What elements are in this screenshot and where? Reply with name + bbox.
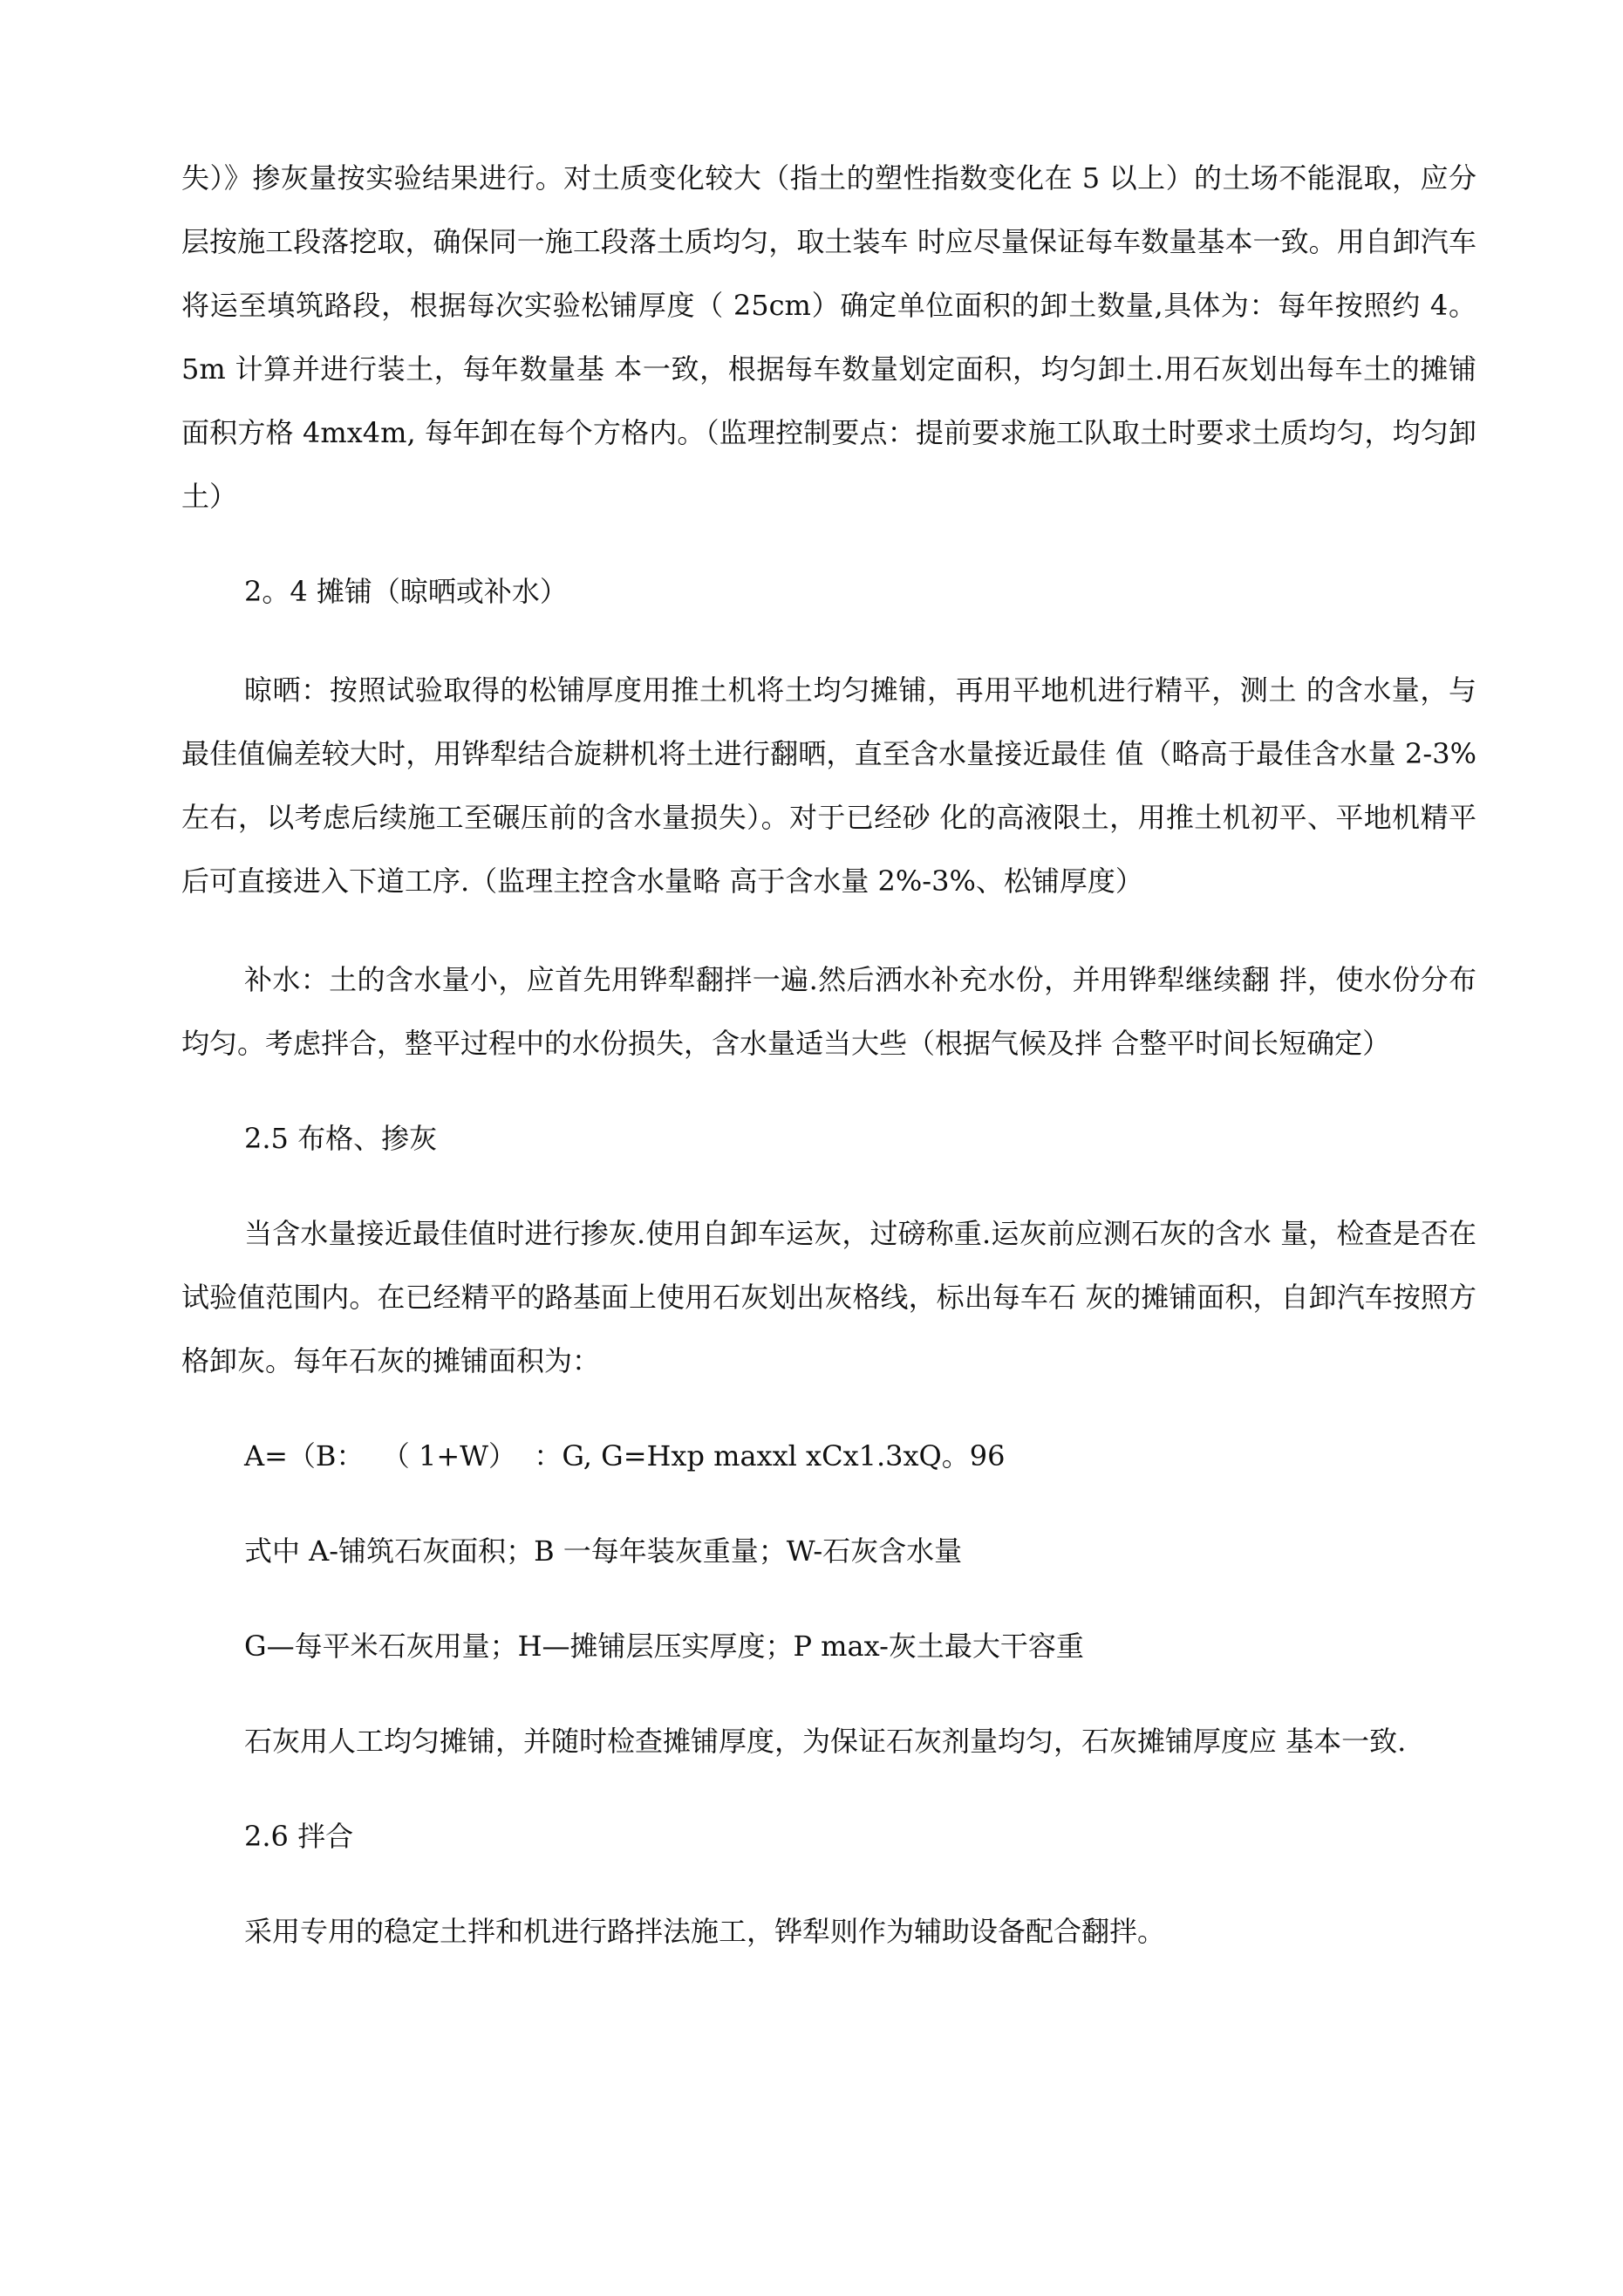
heading-2-5: 2.5 布格、掺灰 [244,1122,438,1155]
spacer [181,1583,1476,1615]
paragraph-lime-spreading: 石灰用人工均匀摊铺，并随时检查摊铺厚度，为保证石灰剂量均匀，石灰摊铺厚度应 基本一致. [244,1725,1407,1758]
formula-definition-1: 式中 A-铺筑石灰面积；B 一每年装灰重量；W-石灰含水量 [244,1534,963,1568]
spacer [181,1171,1476,1202]
spacer [181,529,1476,560]
paragraph-lime-mixing: 当含水量接近最佳值时进行掺灰.使用自卸车运灰，过磅称重.运灰前应测石灰的含水 量，检查是否在试验值范围内。在已经精平的路基面上使用石灰划出灰格线，标出每车石 灰的摊铺面积，自卸汽车按照方格卸灰。每年石灰的摊铺面积为： [181,1217,1476,1377]
spacer [181,1773,1476,1805]
formula-line: A=（B： （ 1+W） ：G, G=Hxp maxxl xCx1.3xQ。96 [244,1439,1006,1473]
heading-2-6: 2.6 拌合 [244,1820,354,1853]
paragraph-drying: 晾晒：按照试验取得的松铺厚度用推土机将土均匀摊铺，再用平地机进行精平，测土 的含水量，与最佳值偏差较大时，用铧犁结合旋耕机将土进行翻晒，直至含水量接近最佳 值（略高于最佳含水量 2-3%左右，以考虑后续施工至碾压前的含水量损失）。对于已经砂 化的高液限土，用推土机初平、平地机精平后可直接进入下道工序.（监理主控含水量略 高于含水量 2%-3%、松铺厚度） [181,673,1476,898]
heading-2-4: 2。4 摊铺（晾晒或补水） [244,575,568,608]
spacer [181,913,1476,948]
spacer [181,1393,1476,1425]
paragraph-adding-water: 补水：土的含水量小，应首先用铧犁翻拌一遍.然后洒水补充水份，并用铧犁继续翻 拌，使水份分布均匀。考虑拌合，整平过程中的水份损失，含水量适当大些（根据气候及拌 合整平时间长短确定） [181,963,1476,1060]
spacer [181,1678,1476,1710]
formula-definition-2: G—每平米石灰用量；H—摊铺层压实厚度；P max-灰土最大干容重 [244,1630,1084,1663]
paragraph-soil-loading: 失）》掺灰量按实验结果进行。对土质变化较大（指土的塑性指数变化在 5 以上）的土场不能混取，应分层按施工段落挖取，确保同一施工段落土质均匀，取土装车 时应尽量保证每车数量基本一致。用自卸汽车将运至填筑路段，根据每次实验松铺厚度（ 25cm）确定单位面积的卸土数量,具体为：每年按照约 4。5m 计算并进行装土，每年数量基 本一致，根据每车数量划定面积，均匀卸土.用石灰划出每车土的摊铺面积方格 4mx4m, 每年卸在每个方格内。（监理控制要点：提前要求施工队取土时要求土质均匀，均匀卸土） [181,161,1476,513]
spacer [181,624,1476,659]
spacer [181,1488,1476,1520]
paragraph-road-mixing: 采用专用的稳定土拌和机进行路拌法施工，铧犁则作为辅助设备配合翻拌。 [244,1915,1166,1948]
spacer [181,1869,1476,1900]
spacer [181,1076,1476,1107]
